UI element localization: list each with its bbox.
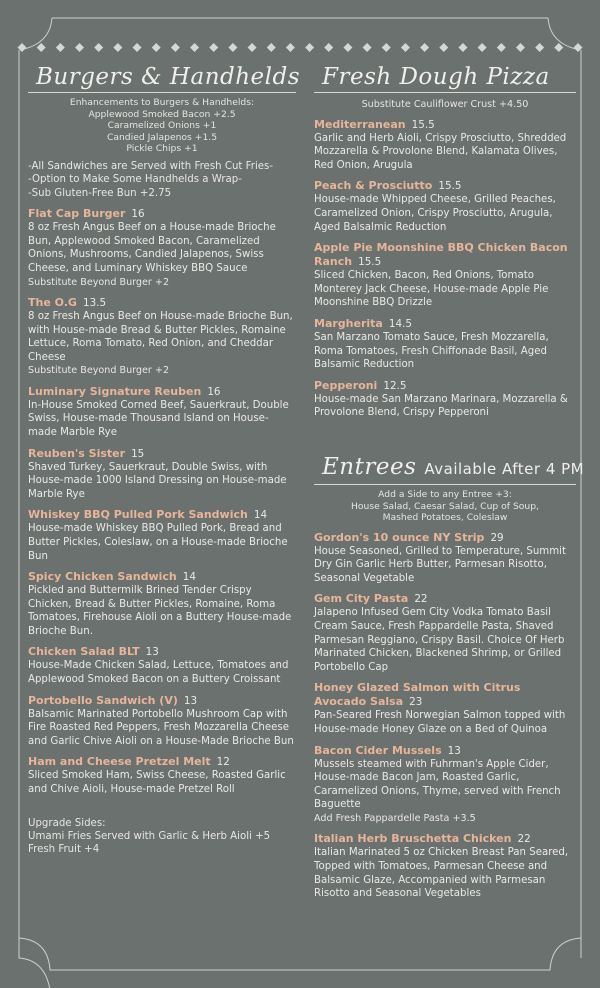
enhancements-list xyxy=(28,97,296,155)
diamond-icon xyxy=(478,43,487,52)
item-title: Gordon's 10 ounce NY Strip xyxy=(314,530,485,544)
section-title-entrees xyxy=(314,450,585,485)
item-description: House-made Whipped Cheese, Grilled Peaches, Caramelized Onion, Crispy Prosciutto, Arugula, Aged Balsalmic Reduction xyxy=(314,194,556,233)
diamond-icon xyxy=(420,43,429,52)
item-description: Pan-Seared Fresh Norwegian Salmon topped with House-made Honey Glaze on a Bed of Quinoa xyxy=(314,710,566,736)
item-price: 13.5 xyxy=(82,296,107,309)
item-price: 12.5 xyxy=(383,379,407,392)
menu-item xyxy=(314,317,576,372)
item-description: 8 oz Fresh Angus Beef on a House-made Brioche Bun, Applewood Smoked Bacon, Caramelized Onions, Mushrooms, Candied Jalapenos, Swiss Cheese, and Luminary Whiskey BBQ Sauce xyxy=(28,222,276,274)
item-title: Spicy Chicken Sandwich xyxy=(28,570,177,584)
item-title: Mediterranean xyxy=(314,117,406,131)
enhancement-item: Pickle Chips +1 xyxy=(126,143,198,155)
item-description: Sliced Smoked Ham, Swiss Cheese, Roasted Garlic and Chive Aioli, House-made Pretzel Roll xyxy=(28,770,286,796)
item-description: In-House Smoked Corned Beef, Sauerkraut, Double Swiss, House-made Thousand Island on House-made Marble Rye xyxy=(28,399,289,438)
item-description: Shaved Turkey, Sauerkraut, Double Swiss, with House-made 1000 Island Dressing on House-made Marble Rye xyxy=(28,461,287,500)
diamond-icon xyxy=(171,43,180,52)
item-price: 15 xyxy=(131,447,145,460)
item-price: 16 xyxy=(207,385,221,398)
item-extra: Add Fresh Pappardelle Pasta +3.5 xyxy=(314,813,476,824)
entrees-title: Entrees xyxy=(322,453,417,480)
menu-item xyxy=(28,645,296,686)
item-name xyxy=(314,744,576,758)
diamond-icon xyxy=(363,43,372,52)
entree-sides-line: Mashed Potatoes, Coleslaw xyxy=(382,512,508,524)
item-price: 15.5 xyxy=(358,256,382,269)
menu-item xyxy=(314,531,576,586)
entree-sides-heading: Add a Side to any Entree +3: xyxy=(378,488,512,500)
item-price: 13 xyxy=(447,744,461,757)
diamond-icon xyxy=(228,43,237,52)
diamond-icon xyxy=(190,43,199,52)
menu-item xyxy=(314,118,576,173)
pizza-item-list xyxy=(314,118,576,420)
item-description: Pickled and Buttermilk Brined Tender Crispy Chicken, Bread & Butter Pickles, Romaine, Roma Tomatoes, Firehouse Aioli on a Buttery House-made Brioche Bun. xyxy=(28,585,292,637)
menu-item xyxy=(28,508,296,563)
item-description: House Seasoned, Grilled to Temperature, Summit Dry Gin Garlic Herb Butter, Parmesan Risotto, Seasonal Vegetable xyxy=(314,545,566,584)
note-line: -Option to Make Some Handhelds a Wrap- xyxy=(28,174,242,186)
note-line: -Sub Gluten-Free Bun +2.75 xyxy=(28,187,172,199)
diamond-icon xyxy=(18,43,27,52)
entree-item-list xyxy=(314,531,576,901)
diamond-icon xyxy=(343,43,352,52)
item-price: 15.5 xyxy=(411,118,435,131)
item-description: Mussels steamed with Fuhrman's Apple Cider, House-made Bacon Jam, Roasted Garlic, Caramelized Onions, Thyme, served with French Baguette xyxy=(314,758,561,811)
pizza-entrees-column xyxy=(314,60,585,901)
item-description: House-made San Marzano Marinara, Mozzarella & Provolone Blend, Crispy Pepperoni xyxy=(314,393,568,419)
note-line: -All Sandwiches are Served with Fresh Cut Fries- xyxy=(28,160,274,172)
item-title: Portobello Sandwich (V) xyxy=(28,693,178,707)
item-price: 22 xyxy=(517,833,531,846)
diamond-icon xyxy=(324,43,333,52)
diamond-icon xyxy=(535,43,544,52)
item-description: Garlic and Herb Aioli, Crispy Prosciutto, Shredded Mozzarella & Provolone Blend, Kalamata Olives, Red Onion, Arugula xyxy=(314,132,567,171)
entrees-availability: Available After 4 PM xyxy=(424,459,585,478)
pizza-crust-note: Substitute Cauliflower Crust +4.50 xyxy=(361,99,529,110)
diamond-icon xyxy=(113,43,122,52)
menu-item xyxy=(28,447,296,502)
menu-item xyxy=(314,179,576,234)
item-description: 8 oz Fresh Angus Beef on House-made Brioche Bun, with House-made Bread & Butter Pickles, Romaine Lettuce, Roma Tomato, Red Onion, and Cheddar Cheese xyxy=(28,310,293,363)
upgrade-side-item: Umami Fries Served with Garlic & Herb Aioli +5 xyxy=(28,831,271,843)
menu-item xyxy=(28,296,296,378)
item-description: Italian Marinated 5 oz Chicken Breast Pan Seared, Topped with Tomatoes, Parmesan Cheese and Balsamic Glaze, Accompanied with Parmesan Risotto and Seasonal Vegetables xyxy=(314,847,569,900)
burgers-column xyxy=(28,60,301,857)
diamond-icon xyxy=(75,43,84,52)
diamond-icon xyxy=(286,43,295,52)
item-description: Balsamic Marinated Portobello Mushroom Cap with Fire Roasted Red Peppers, Fresh Mozzarella Cheese and Garlic Chive Aioli on a House-Made Brioche Bun xyxy=(28,708,294,747)
item-name xyxy=(314,241,576,269)
item-price: 29 xyxy=(490,531,504,544)
item-title: Flat Cap Burger xyxy=(28,207,126,221)
item-price: 15.5 xyxy=(438,180,462,193)
item-title: Bacon Cider Mussels xyxy=(314,743,442,757)
item-price: 22 xyxy=(414,593,428,606)
item-price: 13 xyxy=(145,646,159,659)
item-name xyxy=(28,385,296,399)
item-title: Reuben's Sister xyxy=(28,446,126,460)
item-title: Pepperoni xyxy=(314,378,378,392)
item-name xyxy=(28,645,296,659)
item-title: Whiskey BBQ Pulled Pork Sandwich xyxy=(28,508,248,522)
menu-item xyxy=(314,241,576,310)
upgrade-side-item: Fresh Fruit +4 xyxy=(28,844,100,856)
item-description: House-made Whiskey BBQ Pulled Pork, Bread and Butter Pickles, Coleslaw, on a House-made Brioche Bun xyxy=(28,523,288,562)
item-name xyxy=(28,694,296,708)
item-title: Chicken Salad BLT xyxy=(28,645,140,659)
section-title-pizza: Fresh Dough Pizza xyxy=(314,60,576,93)
diamond-icon xyxy=(382,43,391,52)
item-price: 23 xyxy=(409,696,423,709)
diamond-icon xyxy=(458,43,467,52)
menu-item xyxy=(28,694,296,749)
diamond-icon xyxy=(209,43,218,52)
item-extra: Substitute Beyond Burger +2 xyxy=(28,365,170,377)
item-title: Gem City Pasta xyxy=(314,592,409,606)
diamond-icon xyxy=(37,43,46,52)
item-name xyxy=(314,118,576,132)
item-price: 12 xyxy=(216,756,230,769)
item-name xyxy=(28,508,296,522)
diamond-icon xyxy=(56,43,65,52)
diamond-icon xyxy=(133,43,142,52)
item-name xyxy=(314,681,576,709)
item-price: 14 xyxy=(253,509,268,522)
diamond-icon xyxy=(516,43,525,52)
diamond-icon xyxy=(439,43,448,52)
item-name xyxy=(28,570,296,584)
menu-item xyxy=(28,570,296,638)
diamond-icon xyxy=(152,43,161,52)
diamond-icon xyxy=(401,43,410,52)
item-title: Honey Glazed Salmon with Citrus Avocado Salsa xyxy=(314,681,521,709)
diamond-icon xyxy=(305,43,314,52)
item-title: The O.G xyxy=(28,295,77,309)
diamond-icon xyxy=(267,43,276,52)
enhancement-item: Candied Jalapenos +1.5 xyxy=(106,131,218,143)
item-name xyxy=(314,832,576,846)
menu-item xyxy=(28,755,296,796)
menu-item xyxy=(314,592,576,674)
burgers-notes xyxy=(28,160,296,200)
item-title: Italian Herb Bruschetta Chicken xyxy=(314,832,512,846)
item-price: 14.5 xyxy=(388,317,412,330)
item-title: Margherita xyxy=(314,316,383,330)
item-title: Apple Pie Moonshine BBQ Chicken Bacon Ranch xyxy=(314,241,568,269)
section-title-burgers: Burgers & Handhelds xyxy=(28,60,296,93)
item-name xyxy=(28,755,296,769)
item-name xyxy=(28,296,296,310)
item-name xyxy=(28,447,296,461)
item-name xyxy=(314,531,576,545)
item-name xyxy=(314,317,576,331)
item-description: San Marzano Tomato Sauce, Fresh Mozzarella, Roma Tomatoes, Fresh Chiffonade Basil, Aged Balsamic Reduction xyxy=(314,331,549,371)
diamond-icon xyxy=(94,43,103,52)
item-description: Jalapeno Infused Gem City Vodka Tomato Basil Cream Sauce, Fresh Pappardelle Pasta, Shaved Parmesan Reggiano, Crispy Basil. Choice Of Herb Marinated Chicken, Blackened Shrimp, or Grilled Portobello Cap xyxy=(314,607,565,673)
item-name xyxy=(314,379,576,393)
item-name xyxy=(314,179,576,193)
item-price: 13 xyxy=(183,694,198,707)
diamond-icon xyxy=(248,43,257,52)
menu-item xyxy=(314,379,576,420)
entree-sides-note xyxy=(314,489,576,524)
item-extra: Substitute Beyond Burger +2 xyxy=(28,276,170,288)
menu-item xyxy=(28,385,296,440)
item-price: 16 xyxy=(131,208,145,221)
upgrade-sides-heading: Upgrade Sides: xyxy=(28,817,106,829)
item-title: Luminary Signature Reuben xyxy=(28,384,202,398)
diamond-icon xyxy=(554,43,563,52)
menu-item xyxy=(28,207,296,289)
enhancements-heading: Enhancements to Burgers & Handhelds: xyxy=(69,97,255,108)
item-description: House-Made Chicken Salad, Lettuce, Tomatoes and Applewood Smoked Bacon on a Buttery Croissant xyxy=(28,660,289,686)
upgrade-sides xyxy=(28,817,296,857)
item-title: Peach & Prosciutto xyxy=(314,179,433,193)
burgers-item-list xyxy=(28,207,296,796)
menu-item xyxy=(314,832,576,900)
item-description: Sliced Chicken, Bacon, Red Onions, Tomato Monterey Jack Cheese, House-made Apple Pie Moonshine BBQ Drizzle xyxy=(314,270,549,309)
item-title: Ham and Cheese Pretzel Melt xyxy=(28,755,211,769)
item-price: 14 xyxy=(182,571,196,584)
item-name xyxy=(28,207,296,221)
enhancement-item: Caramelized Onions +1 xyxy=(107,120,217,132)
diamond-icon xyxy=(497,43,506,52)
diamond-icon xyxy=(574,43,583,52)
enhancement-item: Applewood Smoked Bacon +2.5 xyxy=(88,108,236,120)
menu-item xyxy=(314,681,576,736)
menu-item xyxy=(314,744,576,826)
item-name xyxy=(314,592,576,606)
entree-sides-line: House Salad, Caesar Salad, Cup of Soup, xyxy=(351,500,539,512)
